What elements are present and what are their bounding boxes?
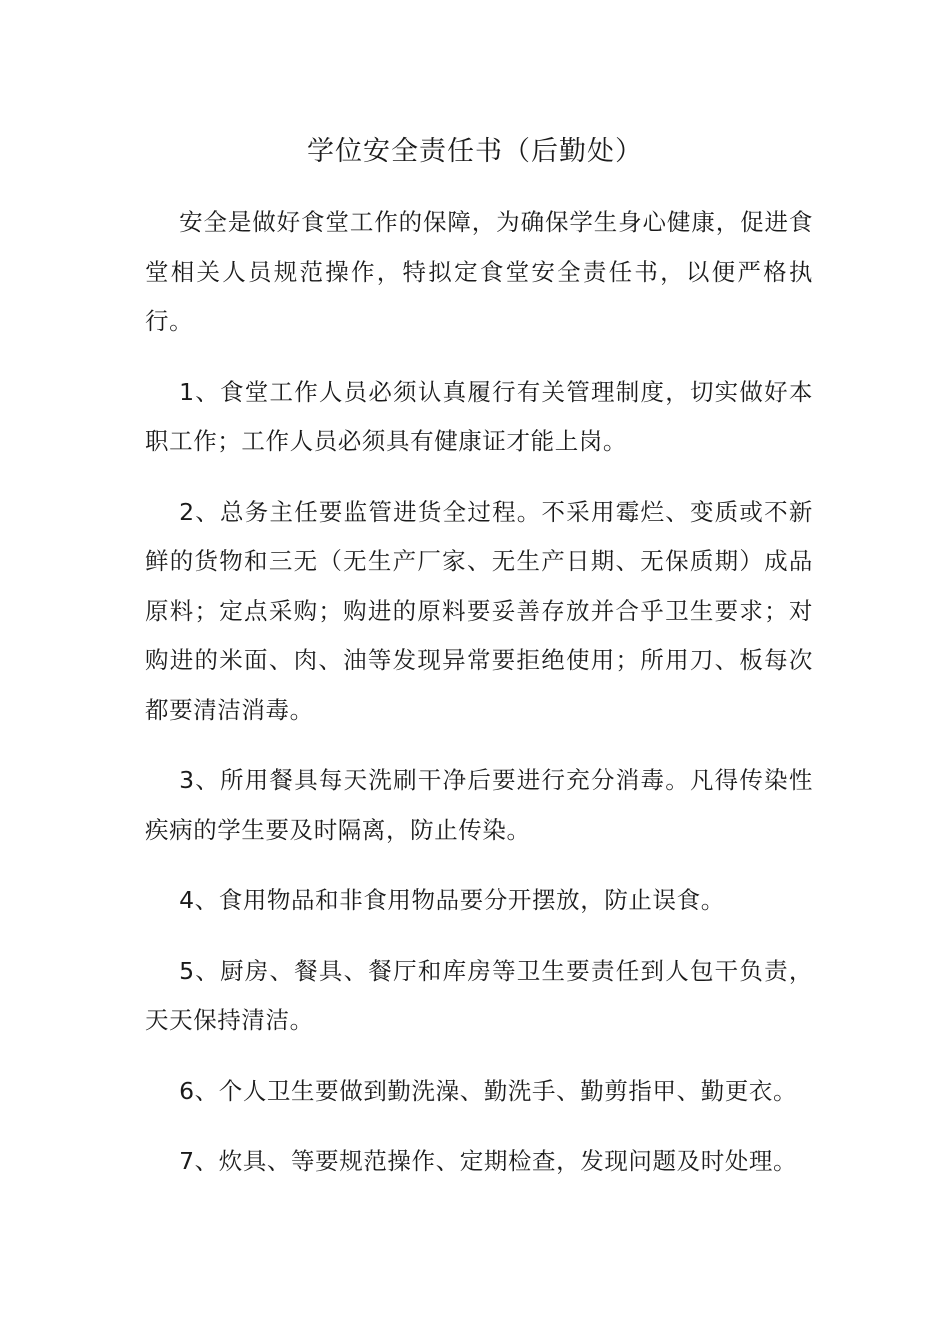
clause-1: 1、食堂工作人员必须认真履行有关管理制度，切实做好本职工作；工作人员必须具有健康证才能上岗。 xyxy=(145,377,813,455)
clause-4: 4、食用物品和非食用物品要分开摆放，防止误食。 xyxy=(179,886,725,914)
clause-6: 6、个人卫生要做到勤洗澡、勤洗手、勤剪指甲、勤更衣。 xyxy=(179,1076,798,1105)
document-title: 学位安全责任书（后勤处） xyxy=(307,136,643,167)
document-body xyxy=(145,198,813,1208)
intro-paragraph: 安全是做好食堂工作的保障，为确保学生身心健康，促进食堂相关人员规范操作，特拟定食堂安全责任书，以便严格执行。 xyxy=(145,208,813,335)
clause-3: 3、所用餐具每天洗刷干净后要进行充分消毒。凡得传染性疾病的学生要及时隔离，防止传染。 xyxy=(145,766,813,844)
clause-5: 5、厨房、餐具、餐厅和库房等卫生要责任到人包干负责，天天保持清洁。 xyxy=(145,956,813,1034)
clause-2: 2、总务主任要监管进货全过程。不采用霉烂、变质或不新鲜的货物和三无（无生产厂家、无生产日期、无保质期）成品原料；定点采购；购进的原料要妥善存放并合乎卫生要求；对购进的米面、肉、油等发现异常要拒绝使用；所用刀、板每次都要清洁消毒。 xyxy=(145,497,813,724)
clause-7: 7、炊具、等要规范操作、定期检查，发现问题及时处理。 xyxy=(179,1147,798,1175)
